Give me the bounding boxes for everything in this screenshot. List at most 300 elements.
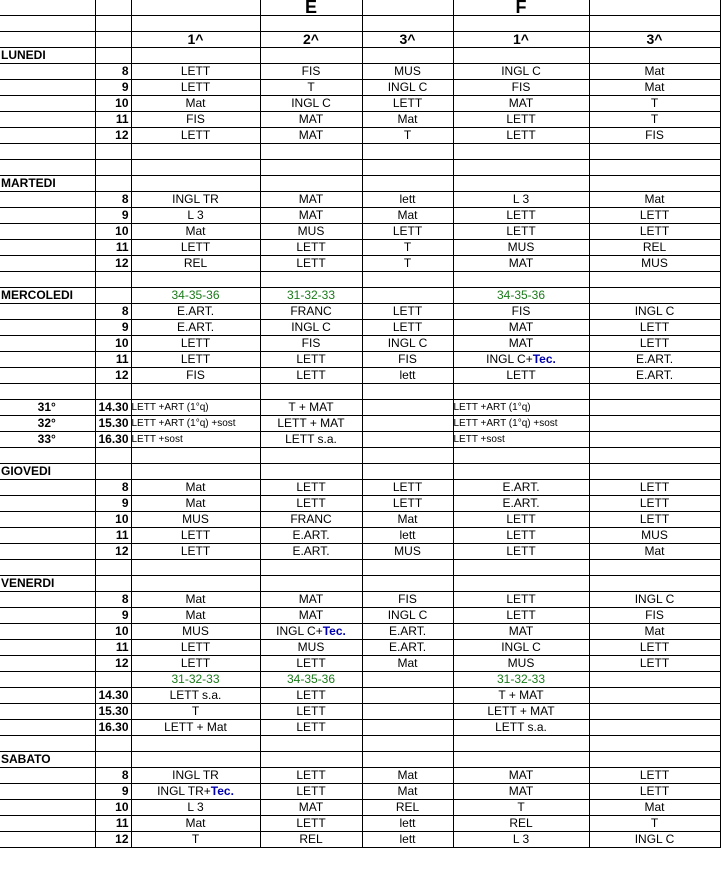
- lesson-row: [0, 768, 720, 784]
- empty-cell: [131, 576, 260, 592]
- empty-cell: [362, 384, 453, 400]
- empty-cell: [0, 528, 95, 544]
- lesson-cell: MUS: [131, 624, 260, 640]
- lesson-number: 31°: [0, 400, 95, 416]
- lesson-row: [0, 208, 720, 224]
- lesson-cell: MAT: [260, 800, 362, 816]
- lesson-row: [0, 496, 720, 512]
- lesson-cell: FIS: [589, 608, 720, 624]
- lesson-cell: LETT: [131, 528, 260, 544]
- empty-cell: [95, 752, 131, 768]
- day-name: LUNEDI: [0, 48, 95, 64]
- lesson-cell: MAT: [453, 320, 589, 336]
- lesson-cell: Mat: [362, 208, 453, 224]
- lesson-cell: Mat: [131, 96, 260, 112]
- empty-cell: [0, 352, 95, 368]
- class-header-row: [0, 32, 720, 48]
- hour-label: 12: [95, 368, 131, 384]
- empty-cell: [131, 176, 260, 192]
- lesson-cell: FIS: [362, 352, 453, 368]
- lesson-cell: MUS: [453, 240, 589, 256]
- day-row: [0, 464, 720, 480]
- group-row: [0, 672, 720, 688]
- lesson-cell: FIS: [589, 128, 720, 144]
- lesson-cell: REL: [260, 832, 362, 848]
- empty-cell: [0, 608, 95, 624]
- spacer-row: [0, 560, 720, 576]
- empty-cell: [131, 560, 260, 576]
- empty-cell: [0, 256, 95, 272]
- afternoon-row: [0, 688, 720, 704]
- empty-cell: [453, 176, 589, 192]
- lesson-cell: LETT + MAT: [453, 704, 589, 720]
- lesson-cell: LETT: [362, 96, 453, 112]
- lesson-cell: LETT +ART (1°q): [131, 400, 260, 416]
- hour-label: 9: [95, 80, 131, 96]
- lesson-row: [0, 816, 720, 832]
- lesson-cell: LETT: [362, 480, 453, 496]
- lesson-cell: REL: [131, 256, 260, 272]
- hour-label: 11: [95, 816, 131, 832]
- lesson-row: [0, 512, 720, 528]
- lesson-cell: lett: [362, 832, 453, 848]
- lesson-row: [0, 528, 720, 544]
- lesson-cell: INGL C: [453, 640, 589, 656]
- lesson-cell: LETT s.a.: [453, 720, 589, 736]
- lesson-cell: LETT: [260, 368, 362, 384]
- lesson-cell: LETT: [453, 208, 589, 224]
- empty-cell: [0, 704, 95, 720]
- hour-label: 10: [95, 224, 131, 240]
- lesson-cell: MAT: [453, 256, 589, 272]
- afternoon-row: [0, 704, 720, 720]
- lesson-cell: MAT: [453, 768, 589, 784]
- empty-cell: [362, 736, 453, 752]
- empty-cell: [260, 144, 362, 160]
- lesson-cell: Mat: [131, 592, 260, 608]
- empty-cell: [0, 64, 95, 80]
- hour-label: 15.30: [95, 416, 131, 432]
- hour-label: 11: [95, 528, 131, 544]
- empty-cell: [0, 368, 95, 384]
- lesson-cell: T + MAT: [453, 688, 589, 704]
- lesson-cell: LETT: [589, 784, 720, 800]
- lesson-cell: L 3: [131, 800, 260, 816]
- lesson-row: [0, 112, 720, 128]
- lesson-cell: MAT: [260, 208, 362, 224]
- empty-cell: [589, 400, 720, 416]
- empty-cell: [260, 752, 362, 768]
- hour-label: 12: [95, 656, 131, 672]
- lesson-row: [0, 784, 720, 800]
- lesson-cell: MAT: [453, 96, 589, 112]
- empty-cell: [0, 496, 95, 512]
- hour-label: 10: [95, 512, 131, 528]
- lesson-cell: FRANC: [260, 512, 362, 528]
- hour-label: 16.30: [95, 720, 131, 736]
- section-header-row: [0, 0, 720, 16]
- empty-cell: [453, 272, 589, 288]
- empty-cell: [0, 192, 95, 208]
- lesson-number: 32°: [0, 416, 95, 432]
- day-row: [0, 48, 720, 64]
- empty-cell: [260, 464, 362, 480]
- lesson-cell: LETT: [453, 112, 589, 128]
- empty-cell: [131, 160, 260, 176]
- lesson-cell: Mat: [131, 816, 260, 832]
- lesson-cell: LETT: [362, 224, 453, 240]
- hour-label: 8: [95, 304, 131, 320]
- lesson-row: [0, 128, 720, 144]
- empty-cell: [362, 176, 453, 192]
- lesson-cell: E.ART.: [362, 624, 453, 640]
- lesson-row: [0, 192, 720, 208]
- empty-cell: [95, 288, 131, 304]
- lesson-cell: LETT: [453, 224, 589, 240]
- hour-label: 9: [95, 784, 131, 800]
- lesson-cell: LETT: [453, 592, 589, 608]
- lesson-cell: T: [362, 256, 453, 272]
- hour-label: 12: [95, 128, 131, 144]
- lesson-cell: LETT s.a.: [131, 688, 260, 704]
- lesson-cell: FIS: [260, 64, 362, 80]
- lesson-cell: Mat: [589, 192, 720, 208]
- empty-cell: [589, 720, 720, 736]
- tec-suffix: Tec.: [210, 784, 234, 798]
- lesson-cell: LETT: [131, 128, 260, 144]
- empty-cell: [362, 144, 453, 160]
- spacer-row: [0, 384, 720, 400]
- empty-cell: [95, 48, 131, 64]
- lesson-cell: T: [362, 240, 453, 256]
- lesson-cell: INGL C: [589, 304, 720, 320]
- lesson-row: [0, 800, 720, 816]
- empty-cell: [589, 384, 720, 400]
- day-row: [0, 576, 720, 592]
- lesson-cell: FIS: [260, 336, 362, 352]
- empty-cell: [453, 448, 589, 464]
- hour-label: 9: [95, 320, 131, 336]
- lesson-cell: LETT +ART (1°q) +sost: [131, 416, 260, 432]
- lesson-cell: LETT: [589, 224, 720, 240]
- empty-cell: [95, 464, 131, 480]
- lesson-cell: INGL C: [362, 336, 453, 352]
- empty-cell: [131, 144, 260, 160]
- lesson-cell: LETT: [589, 480, 720, 496]
- lesson-cell: MUS: [362, 64, 453, 80]
- hour-label: 15.30: [95, 704, 131, 720]
- tec-suffix: Tec.: [322, 624, 346, 638]
- lesson-cell: LETT: [131, 240, 260, 256]
- lesson-cell: LETT: [362, 320, 453, 336]
- lesson-cell: LETT: [131, 80, 260, 96]
- lesson-cell: MAT: [260, 592, 362, 608]
- empty-cell: [95, 672, 131, 688]
- empty-cell: [260, 560, 362, 576]
- lesson-cell: MUS: [131, 512, 260, 528]
- empty-cell: [453, 384, 589, 400]
- empty-cell: [260, 736, 362, 752]
- lesson-cell: FIS: [131, 112, 260, 128]
- empty-cell: [362, 400, 453, 416]
- empty-cell: [95, 736, 131, 752]
- empty-cell: [362, 464, 453, 480]
- spacer-row: [0, 448, 720, 464]
- empty-cell: [260, 576, 362, 592]
- empty-cell: [0, 304, 95, 320]
- hour-label: 9: [95, 608, 131, 624]
- lesson-cell: T: [131, 832, 260, 848]
- lesson-row: [0, 64, 720, 80]
- lesson-cell: Mat: [362, 112, 453, 128]
- class-e3: 3^: [362, 32, 453, 48]
- empty-cell: [0, 672, 95, 688]
- empty-cell: [0, 560, 95, 576]
- lesson-cell: Mat: [131, 224, 260, 240]
- lesson-row: [0, 832, 720, 848]
- empty-cell: [589, 160, 720, 176]
- empty-cell: [362, 416, 453, 432]
- spacer-row: [0, 272, 720, 288]
- lesson-cell: INGL C+Tec.: [453, 352, 589, 368]
- lesson-cell: Mat: [362, 768, 453, 784]
- hour-label: 9: [95, 496, 131, 512]
- lesson-row: [0, 592, 720, 608]
- lesson-cell: LETT: [589, 496, 720, 512]
- empty-cell: [589, 736, 720, 752]
- lesson-cell: INGL C: [453, 64, 589, 80]
- lesson-cell: MAT: [453, 336, 589, 352]
- empty-cell: [0, 144, 95, 160]
- lesson-cell: LETT +sost: [453, 432, 589, 448]
- empty-cell: [0, 336, 95, 352]
- lesson-cell: LETT: [260, 784, 362, 800]
- empty-cell: [0, 592, 95, 608]
- day-row: [0, 176, 720, 192]
- empty-cell: [0, 624, 95, 640]
- lesson-cell: INGL C: [362, 80, 453, 96]
- empty-cell: [589, 576, 720, 592]
- hour-label: 8: [95, 64, 131, 80]
- empty-cell: [260, 176, 362, 192]
- lesson-row: [0, 624, 720, 640]
- lesson-cell: E.ART.: [453, 480, 589, 496]
- empty-cell: [0, 272, 95, 288]
- lesson-cell: LETT: [589, 640, 720, 656]
- day-name: SABATO: [0, 752, 95, 768]
- afternoon-row: [0, 720, 720, 736]
- lesson-cell: MAT: [260, 608, 362, 624]
- empty-cell: [131, 448, 260, 464]
- spacer-row: [0, 144, 720, 160]
- lesson-cell: LETT s.a.: [260, 432, 362, 448]
- empty-cell: [362, 752, 453, 768]
- empty-cell: [0, 656, 95, 672]
- empty-cell: [0, 448, 95, 464]
- empty-cell: [131, 752, 260, 768]
- lesson-cell: Mat: [589, 544, 720, 560]
- lesson-cell: Mat: [131, 496, 260, 512]
- hour-label: 11: [95, 352, 131, 368]
- tec-suffix: Tec.: [532, 352, 556, 366]
- hour-label: 10: [95, 336, 131, 352]
- hour-label: 16.30: [95, 432, 131, 448]
- lesson-cell: L 3: [453, 192, 589, 208]
- empty-cell: [0, 736, 95, 752]
- empty-cell: [362, 560, 453, 576]
- hour-label: 10: [95, 624, 131, 640]
- empty-cell: [0, 720, 95, 736]
- lesson-cell: INGL C: [362, 608, 453, 624]
- empty-cell: [589, 752, 720, 768]
- empty-cell: [95, 160, 131, 176]
- empty-cell: [453, 752, 589, 768]
- empty-cell: [589, 688, 720, 704]
- day-row: [0, 752, 720, 768]
- lesson-cell: MAT: [453, 624, 589, 640]
- hour-label: 14.30: [95, 688, 131, 704]
- lesson-cell: MAT: [260, 192, 362, 208]
- lesson-cell: lett: [362, 528, 453, 544]
- empty-cell: [589, 272, 720, 288]
- hour-label: 11: [95, 240, 131, 256]
- lesson-cell: lett: [362, 368, 453, 384]
- lesson-cell: LETT: [260, 240, 362, 256]
- afternoon-row: [0, 416, 720, 432]
- spacer-row: [0, 736, 720, 752]
- empty-cell: [0, 768, 95, 784]
- empty-cell: [0, 128, 95, 144]
- empty-cell: [589, 48, 720, 64]
- lesson-cell: LETT +sost: [131, 432, 260, 448]
- lesson-number: 33°: [0, 432, 95, 448]
- lesson-cell: LETT: [131, 336, 260, 352]
- lesson-cell: Mat: [589, 800, 720, 816]
- lesson-cell: MUS: [589, 256, 720, 272]
- empty-cell: [362, 288, 453, 304]
- lesson-cell: LETT: [260, 704, 362, 720]
- lesson-cell: LETT: [362, 304, 453, 320]
- lesson-cell: lett: [362, 192, 453, 208]
- lesson-cell: Mat: [589, 64, 720, 80]
- lesson-cell: LETT: [589, 768, 720, 784]
- lesson-cell: L 3: [453, 832, 589, 848]
- lesson-cell: INGL C: [260, 96, 362, 112]
- lesson-cell: LETT: [131, 64, 260, 80]
- lesson-row: [0, 304, 720, 320]
- lesson-cell: INGL TR: [131, 192, 260, 208]
- empty-cell: [0, 800, 95, 816]
- hour-label: 11: [95, 112, 131, 128]
- day-name: MERCOLEDI: [0, 288, 95, 304]
- empty-cell: [0, 320, 95, 336]
- empty-cell: [589, 704, 720, 720]
- empty-cell: [589, 464, 720, 480]
- group-label: 31-32-33: [453, 672, 589, 688]
- empty-cell: [260, 448, 362, 464]
- empty-cell: [589, 448, 720, 464]
- lesson-cell: T: [589, 112, 720, 128]
- lesson-cell: E.ART.: [260, 544, 362, 560]
- hour-label: 8: [95, 480, 131, 496]
- lesson-cell: MAT: [260, 128, 362, 144]
- lesson-row: [0, 640, 720, 656]
- lesson-row: [0, 368, 720, 384]
- class-e1: 1^: [131, 32, 260, 48]
- lesson-cell: E.ART.: [589, 352, 720, 368]
- lesson-cell: L 3: [131, 208, 260, 224]
- lesson-cell: T: [453, 800, 589, 816]
- class-e2: 2^: [260, 32, 362, 48]
- empty-cell: [362, 432, 453, 448]
- empty-cell: [0, 160, 95, 176]
- lesson-cell: LETT: [260, 816, 362, 832]
- empty-cell: [131, 384, 260, 400]
- group-label: 34-35-36: [453, 288, 589, 304]
- lesson-row: [0, 256, 720, 272]
- empty-cell: [0, 224, 95, 240]
- lesson-cell: MUS: [260, 224, 362, 240]
- lesson-cell: LETT: [131, 656, 260, 672]
- empty-cell: [260, 272, 362, 288]
- lesson-cell: LETT: [260, 688, 362, 704]
- lesson-cell: Mat: [131, 608, 260, 624]
- empty-cell: [0, 240, 95, 256]
- day-name: GIOVEDI: [0, 464, 95, 480]
- hour-label: 12: [95, 832, 131, 848]
- class-f1: 1^: [453, 32, 589, 48]
- lesson-cell: INGL C+Tec.: [260, 624, 362, 640]
- lesson-cell: FRANC: [260, 304, 362, 320]
- lesson-cell: E.ART.: [131, 304, 260, 320]
- empty-cell: [0, 208, 95, 224]
- lesson-cell: E.ART.: [362, 640, 453, 656]
- lesson-row: [0, 80, 720, 96]
- empty-cell: [95, 560, 131, 576]
- lesson-cell: INGL TR+Tec.: [131, 784, 260, 800]
- hour-label: 12: [95, 544, 131, 560]
- empty-cell: [589, 432, 720, 448]
- empty-cell: [362, 272, 453, 288]
- empty-cell: [362, 688, 453, 704]
- lesson-cell: LETT: [589, 208, 720, 224]
- empty-cell: [0, 832, 95, 848]
- lesson-cell: MAT: [260, 112, 362, 128]
- lesson-cell: LETT: [589, 320, 720, 336]
- empty-cell: [131, 48, 260, 64]
- lesson-cell: MUS: [362, 544, 453, 560]
- group-label: 31-32-33: [131, 672, 260, 688]
- lesson-cell: LETT: [131, 544, 260, 560]
- lesson-cell: LETT: [589, 512, 720, 528]
- lesson-cell: MAT: [453, 784, 589, 800]
- hour-label: 8: [95, 192, 131, 208]
- day-row: [0, 288, 720, 304]
- empty-cell: [453, 464, 589, 480]
- empty-cell: [0, 480, 95, 496]
- section-f-label: F: [453, 0, 589, 16]
- empty-cell: [260, 160, 362, 176]
- hour-label: 9: [95, 208, 131, 224]
- empty-cell: [95, 576, 131, 592]
- lesson-row: [0, 96, 720, 112]
- lesson-cell: T: [589, 816, 720, 832]
- group-label: 31-32-33: [260, 288, 362, 304]
- lesson-cell: INGL TR: [131, 768, 260, 784]
- lesson-row: [0, 544, 720, 560]
- empty-cell: [589, 672, 720, 688]
- lesson-cell: MUS: [260, 640, 362, 656]
